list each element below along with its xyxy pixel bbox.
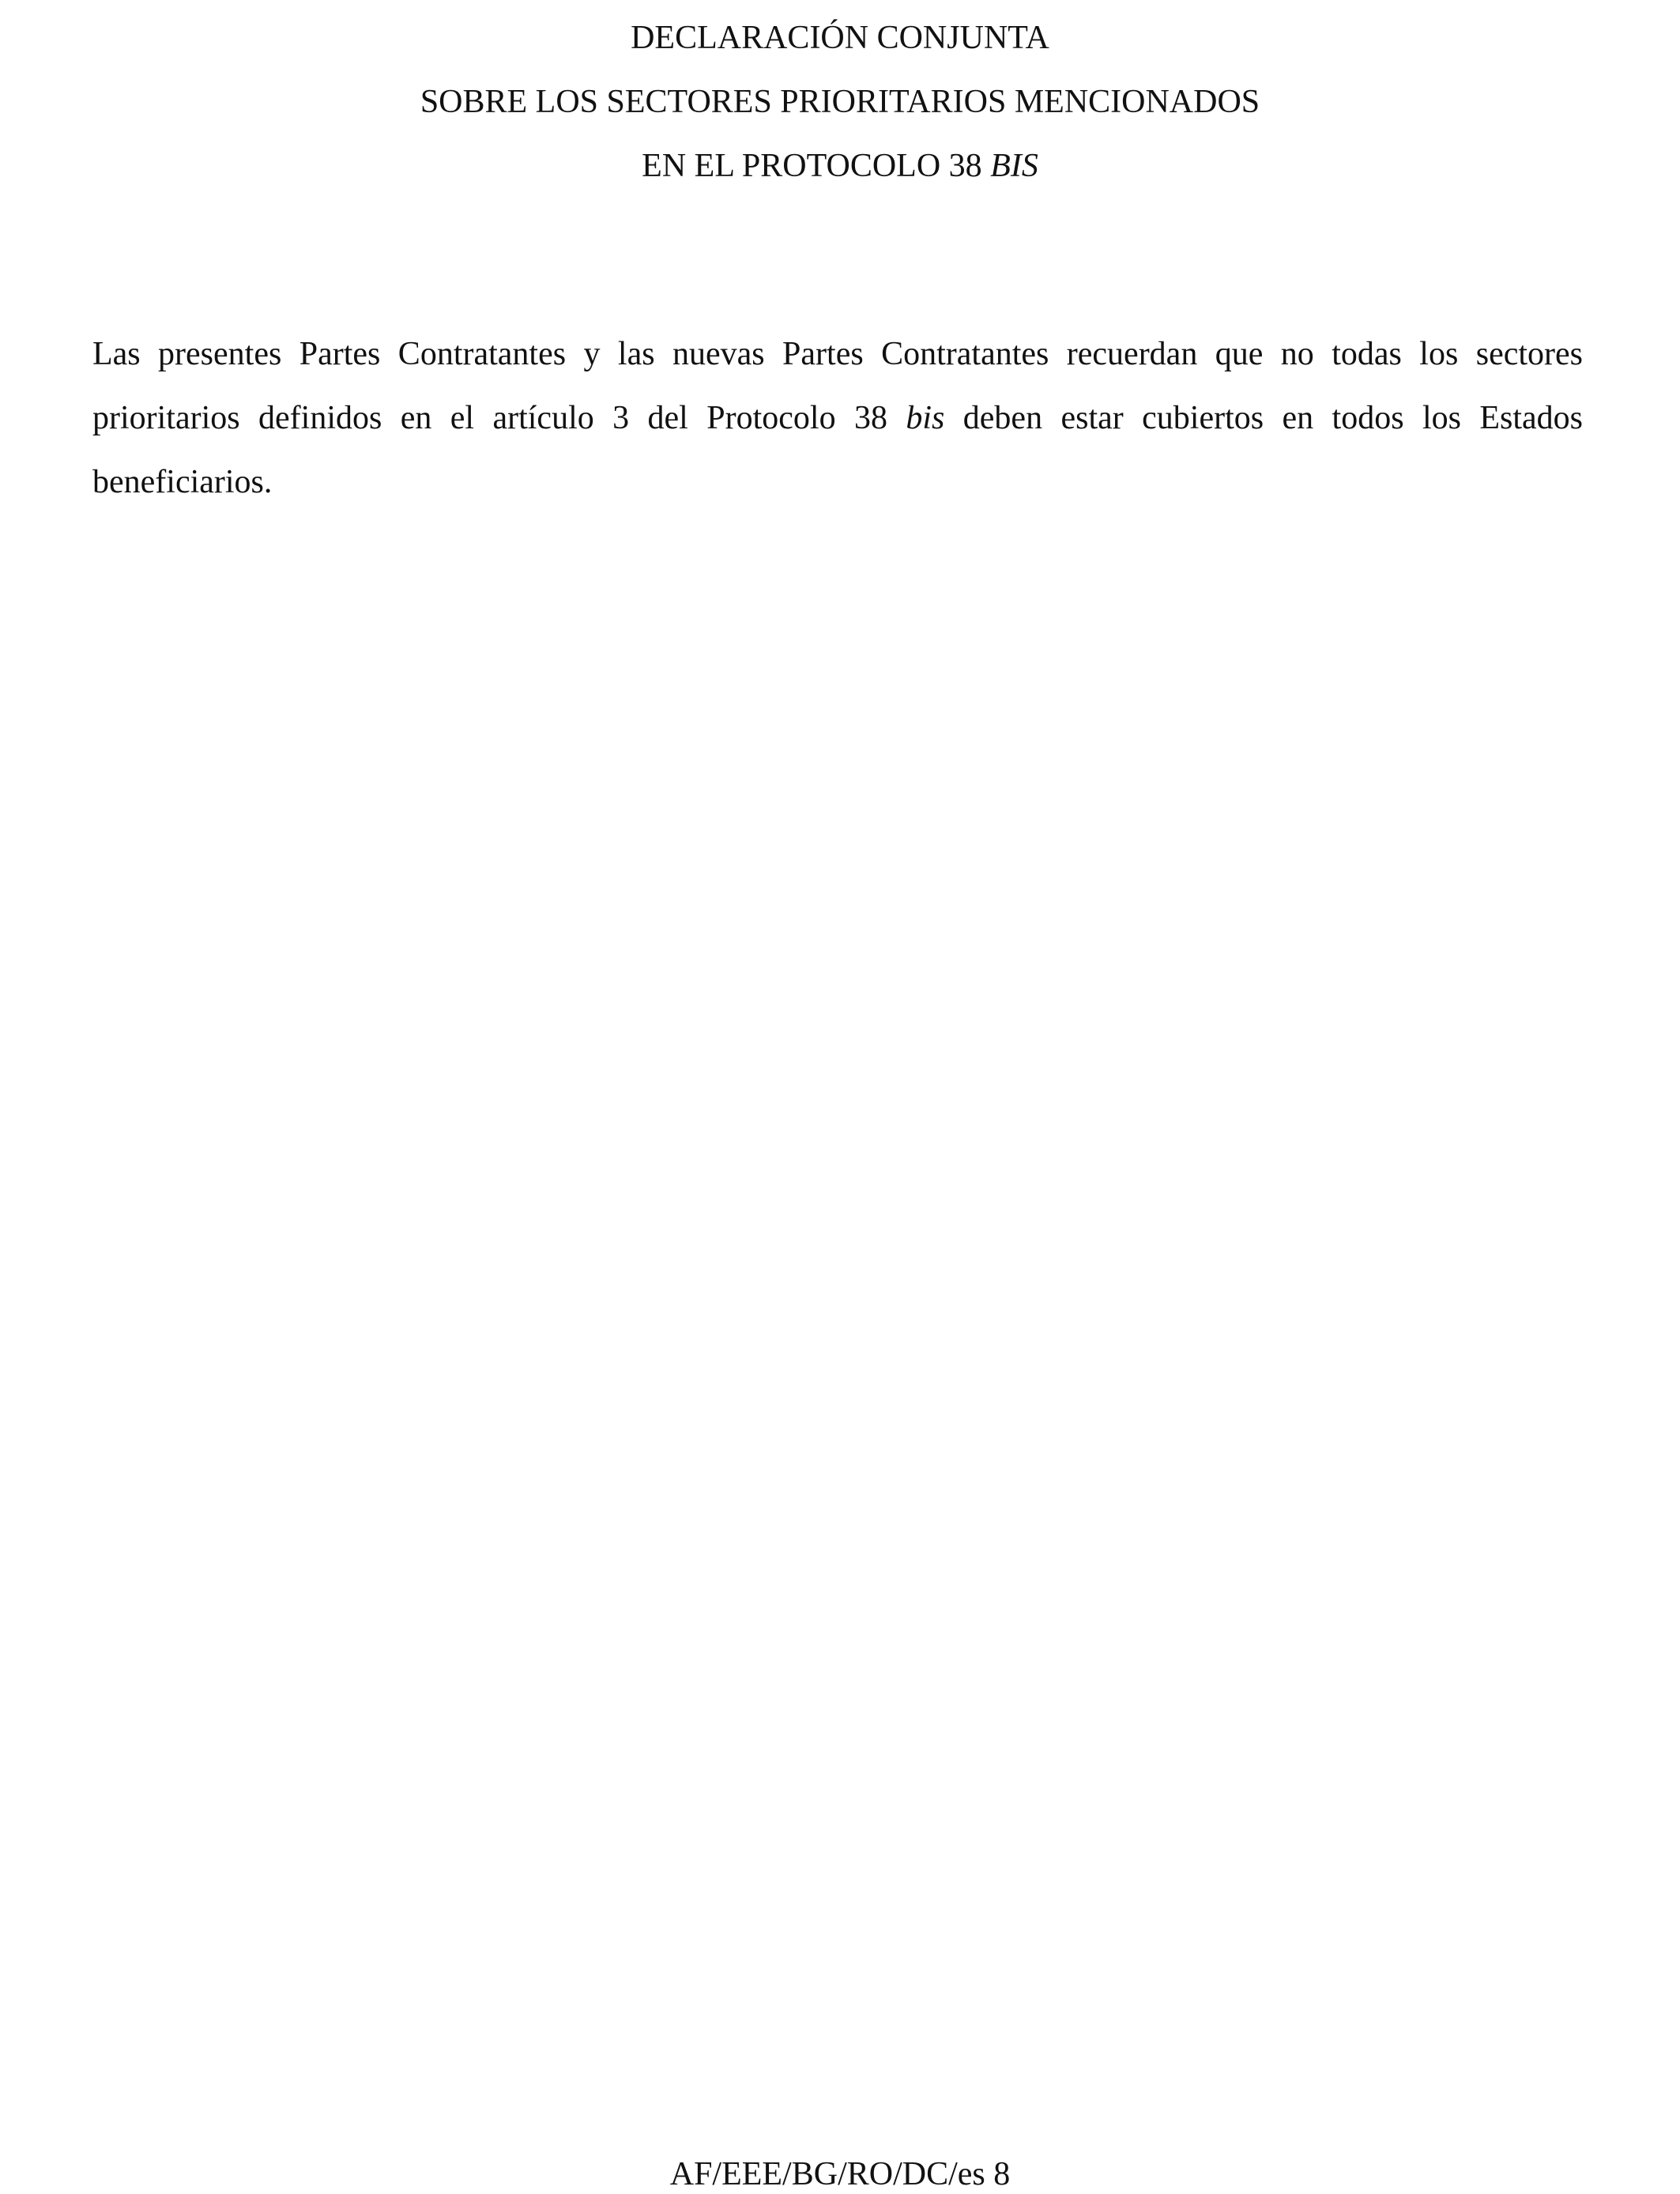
paragraph-italic-bis: bis	[906, 400, 945, 436]
heading-line-2: SOBRE LOS SECTORES PRIORITARIOS MENCIONADOS	[420, 84, 1260, 120]
heading-line-1: DECLARACIÓN CONJUNTA	[631, 20, 1049, 56]
page-footer-reference: AF/EEE/BG/RO/DC/es 8	[669, 2156, 1011, 2192]
document-heading	[0, 6, 1680, 198]
paragraph-text-part-1: Las presentes Partes Contratantes y las nuevas Partes Contratantes recuerdan que no todas los sectores prioritarios definidos en el artículo 3 del Protocolo 38	[92, 336, 1583, 436]
heading-line-3-text: EN EL PROTOCOLO 38	[642, 148, 991, 184]
heading-line-3	[0, 134, 1680, 198]
heading-line-3-italic: BIS	[990, 148, 1038, 184]
declaration-paragraph	[92, 322, 1583, 515]
paragraph-text-part-2: deben estar cubiertos en todos los Estados beneficiarios.	[92, 400, 1584, 500]
